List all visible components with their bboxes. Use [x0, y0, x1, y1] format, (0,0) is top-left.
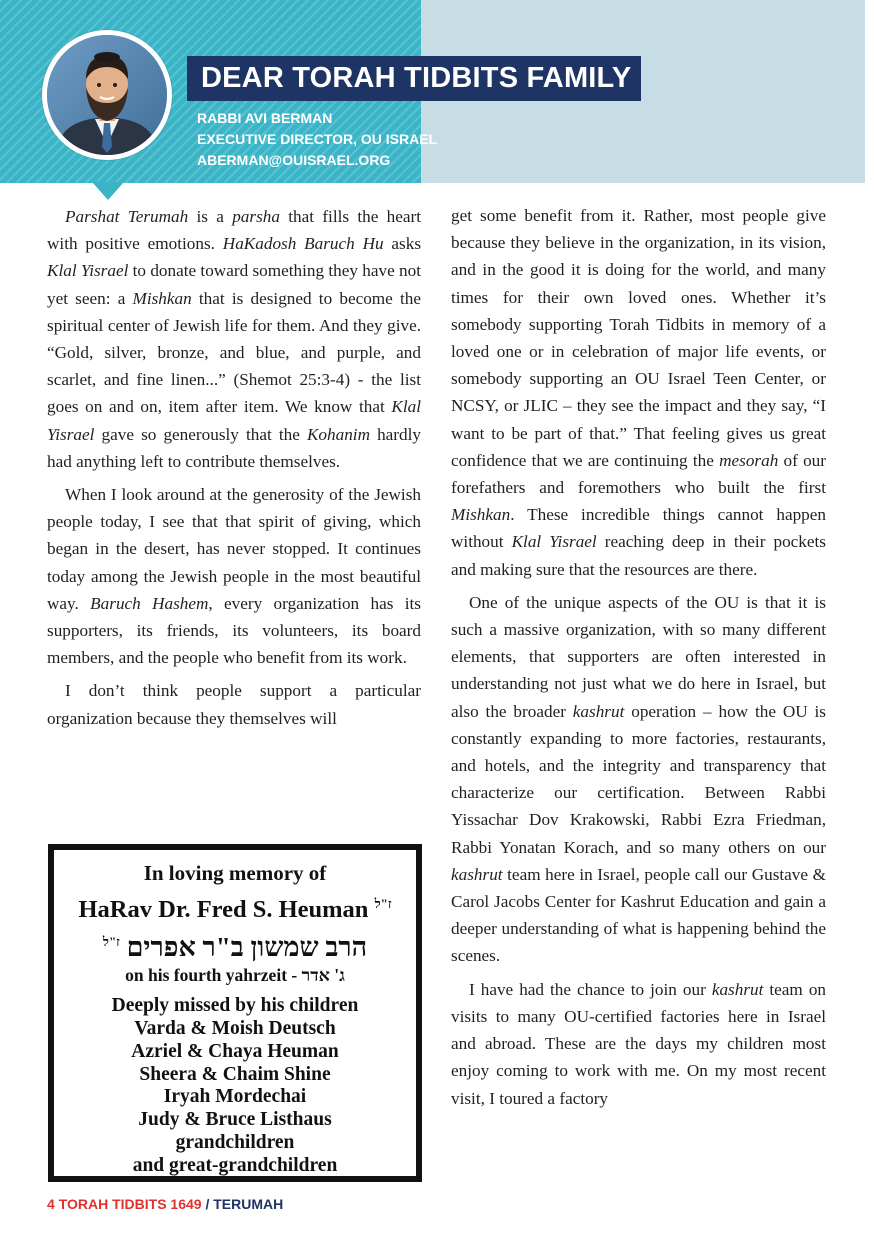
article-paragraph: get some benefit from it. Rather, most people give because they believe in the organization, in its vision, and in the good it is doing for the world, and many times for their own loved ones. Whether it’s somebody supporting Torah Tidbits in memory of a loved one or in celebration of major life events, or somebody supporting an OU Israel Teen Center, or NCSY, or JLIC – they see the impact and they say, “I want to be part of that.” That feeling gives us great confidence that we are continuing the mesorah of our forefathers and foremothers who built the first Mishkan. These incredible things cannot happen without Klal Yisrael reaching deep in their pockets and making sure that the resources are there. [451, 206, 826, 579]
memorial-line: Judy & Bruce Listhaus [138, 1109, 332, 1131]
author-email[interactable]: ABERMAN@OUISRAEL.ORG [197, 152, 391, 168]
header-pointer [92, 182, 124, 200]
article-paragraph: One of the unique aspects of the OU is that it is such a massive organization, with so many different elements, that supporters are often interested in understanding not just what we do here in Israel, but also the broader kashrut operation – how the OU is constantly expanding to more factories, restaurants, and hotels, and the integrity and transparency that characterize our certification. Between Rabbi Yissachar Dov Krakowski, Rabbi Ezra Friedman, Rabbi Yonatan Korach, and so many others on our kashrut team here in Israel, people call our Gustave & Carol Jacobs Center for Kashrut Education and gain a deeper understanding of what is happening behind the scenes. [451, 592, 826, 966]
article-column-right [451, 202, 826, 1112]
memorial-line: and great-grandchildren [132, 1154, 338, 1176]
author-role: EXECUTIVE DIRECTOR, OU ISRAEL [197, 131, 438, 147]
page-number: 4 [47, 1196, 55, 1212]
memorial-line: Varda & Moish Deutsch [134, 1017, 336, 1039]
memorial-line: Deeply missed by his children [111, 995, 359, 1017]
page-footer [47, 1196, 283, 1212]
author-name: RABBI AVI BERMAN [197, 110, 333, 126]
page-title: DEAR TORAH TIDBITS FAMILY [187, 56, 641, 101]
memorial-line: Iryah Mordechai [163, 1086, 307, 1108]
memorial-hebrew-text: הרב שמשון ב"ר אפרים [126, 932, 368, 963]
memorial-name [54, 889, 416, 925]
memorial-box [48, 844, 422, 1182]
memorial-family-list [54, 995, 416, 1177]
memorial-name-suffix: ז"ל [374, 896, 392, 911]
memorial-line: Sheera & Chaim Shine [139, 1063, 331, 1085]
footer-separator: / [205, 1196, 210, 1212]
article-paragraph: When I look around at the generosity of the Jewish people today, I see that that spirit of giving, which began in the desert, has never stopped. It continues today among the Jewish people in the most beautiful way. Baruch Hashem, every organization has its supporters, its friends, its volunteers, its board members, and the people who benefit from its work. [47, 485, 421, 668]
author-byline [197, 108, 437, 171]
article-column-left [47, 203, 421, 732]
publication-name: TORAH TIDBITS 1649 [58, 1196, 202, 1212]
memorial-title: In loving memory of [143, 861, 327, 885]
author-avatar [42, 30, 172, 160]
memorial-name-text: HaRav Dr. Fred S. Heuman [78, 896, 369, 924]
article-paragraph: I don’t think people support a particular organization because they themselves will [47, 681, 421, 728]
memorial-hebrew-suffix: ז"ל [102, 934, 120, 950]
memorial-yahrzeit: on his fourth yahrzeit - ג' אדר [125, 965, 345, 986]
memorial-line: Azriel & Chaya Heuman [131, 1040, 339, 1062]
memorial-hebrew-name [54, 925, 416, 964]
article-paragraph: I have had the chance to join our kashrut team on visits to many OU-certified factories here in Israel and abroad. These are the days my children most enjoy coming to work with me. On my most recent visit, I toured a factory [451, 979, 827, 1108]
memorial-line: grandchildren [175, 1131, 295, 1153]
author-photo-icon [47, 35, 167, 155]
article-paragraph: Parshat Terumah is a parsha that fills the heart with positive emotions. HaKadosh Baruch Hu asks Klal Yisrael to donate toward something they have not yet seen: a Mishkan that is designed to become the spiritual center of Jewish life for them. And they give. “Gold, silver, bronze, and blue, and purple, and scarlet, and fine linen...” (Shemot 25:3-4) - the list goes on and on, item after item. We know that Klal Yisrael gave so generously that the Kohanim hardly had anything left to contribute themselves. [47, 207, 422, 471]
parsha-name: TERUMAH [213, 1196, 284, 1212]
